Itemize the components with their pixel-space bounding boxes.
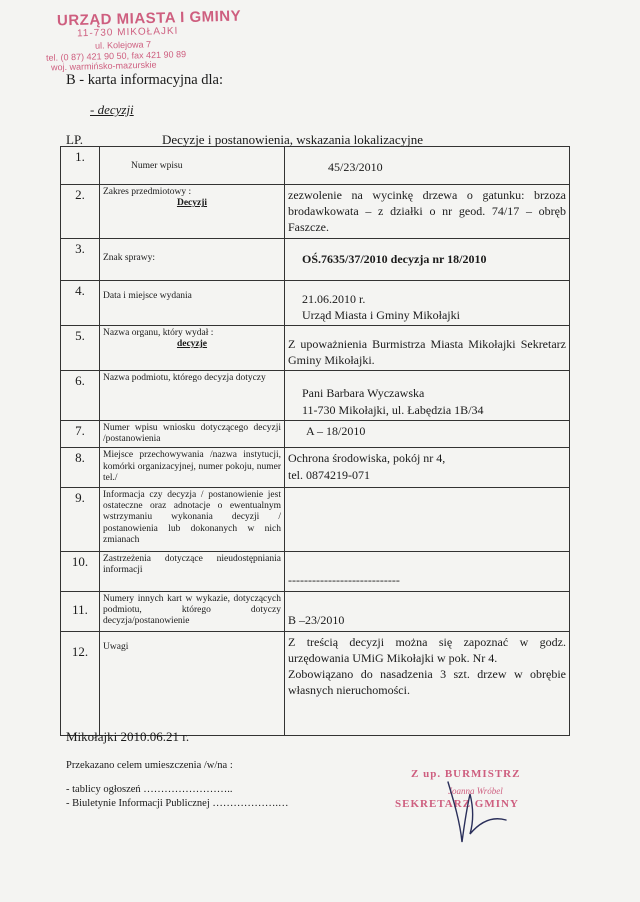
row-value-text: Ochrona środowiska, pokój nr 4, <box>288 451 446 466</box>
row-value <box>285 325 570 370</box>
handwritten-signature <box>440 772 520 852</box>
row-value <box>285 420 570 448</box>
table-row <box>61 448 570 487</box>
row-value <box>285 280 570 325</box>
row-value-text: B –23/2010 <box>288 612 345 627</box>
row-number: 5. <box>61 325 100 370</box>
document-subtitle: - decyzji <box>90 102 134 117</box>
table-row <box>61 487 570 551</box>
office-stamp-region: woj. warmińsko-mazurskie <box>50 59 157 73</box>
row-value <box>285 551 570 591</box>
office-stamp-postcode: 11-730 MIKOŁAJKI <box>76 25 179 40</box>
row-number: 3. <box>61 238 100 280</box>
forward-item-noticeboard: - tablicy ogłoszeń …………………….. <box>66 784 233 795</box>
row-value-text: ---------------------------- <box>288 572 400 587</box>
signature-stamp-title: SEKRETARZ GMINY <box>395 798 519 810</box>
row-value-line2: 11-730 Mikołajki, ul. Łabędzia 1B/34 <box>302 402 484 417</box>
row-label: Miejsce przechowywania /nazwa instytucji, komórki organizacyjnej, numer pokoju, numer tel./ <box>100 448 285 487</box>
row-number: 2. <box>61 185 100 239</box>
row-number-text: 11. <box>72 601 88 617</box>
table-row <box>61 280 570 325</box>
document-title: B - karta informacyjna dla: <box>66 72 224 88</box>
table-row <box>61 371 570 420</box>
row-value-text: Z treścią decyzji można się zapoznać w godz. urzędowania UMiG Mikołajki w pok. Nr 4. <box>288 634 566 665</box>
forwarded-heading: Przekazano celem umieszczenia /w/na : <box>66 760 233 771</box>
row-value <box>285 147 570 185</box>
row-value-line2: tel. 0874219-071 <box>288 467 370 482</box>
table-row <box>61 631 570 735</box>
row-label: Informacja czy decyzja / postanowienie jest ostateczne oraz adnotacje o ewentualnym wstrzymaniu wykonania decyzji / postanowienia lub dokonanych w nich zmianach <box>100 487 285 551</box>
table-heading: Decyzje i postanowienia, wskazania lokalizacyjne <box>162 132 423 147</box>
row-number <box>61 631 100 735</box>
row-value-line2: Urząd Miasta i Gminy Mikołajki <box>302 307 460 322</box>
table-row <box>61 147 570 185</box>
row-value <box>285 631 570 735</box>
table-row <box>61 551 570 591</box>
row-value <box>285 487 570 551</box>
signature-stamp-authority: Z up. BURMISTRZ <box>411 768 521 780</box>
row-label-sub: decyzje <box>176 339 208 350</box>
row-number: 4. <box>61 280 100 325</box>
row-value <box>285 371 570 420</box>
row-value-text: Pani Barbara Wyczawska <box>302 386 425 401</box>
row-number: 8. <box>61 448 100 487</box>
row-label <box>100 185 285 239</box>
row-value <box>285 448 570 487</box>
office-stamp-phone: tel. (0 87) 421 90 50, fax 421 90 89 <box>45 49 187 63</box>
row-number: 1. <box>61 147 100 185</box>
row-number <box>61 591 100 631</box>
row-number: 6. <box>61 371 100 420</box>
information-card-table <box>60 146 570 736</box>
table-row <box>61 420 570 448</box>
row-value <box>285 238 570 280</box>
row-value-text: Z upoważnienia Burmistrza Miasta Mikołajki Sekretarz Gminy Mikołajki. <box>288 336 566 368</box>
row-label-text: Uwagi <box>103 641 129 652</box>
row-label-text: Znak sprawy: <box>103 252 155 263</box>
lp-heading: LP. <box>66 132 83 147</box>
office-stamp-name: URZĄD MIASTA I GMINY <box>56 7 242 30</box>
row-value-text: OŚ.7635/37/2010 decyzja nr 18/2010 <box>302 251 487 266</box>
row-value-text: 45/23/2010 <box>328 160 383 174</box>
row-value-text: A – 18/2010 <box>306 423 366 438</box>
row-label <box>100 238 285 280</box>
row-number: 9. <box>61 487 100 551</box>
row-label-text: Numer wpisu <box>131 161 183 171</box>
table-row <box>61 325 570 370</box>
row-label-text: Nazwa organu, który wydał : <box>103 327 214 338</box>
row-value <box>285 591 570 631</box>
row-label: Numer wpisu wniosku dotyczącego decyzji /postanowienia <box>100 420 285 448</box>
office-stamp-street: ul. Kolejowa 7 <box>94 39 152 51</box>
signature-stamp-name: Joanna Wróbel <box>448 786 503 796</box>
row-number: 10. <box>61 551 100 591</box>
row-number-text: 12. <box>71 643 89 659</box>
row-label <box>100 280 285 325</box>
row-label: Zastrzeżenia dotyczące nieudostępniania informacji <box>100 551 285 591</box>
row-label <box>100 325 285 370</box>
row-label-text: Zakres przedmiotowy : <box>103 187 192 197</box>
row-label: Numery innych kart w wykazie, dotyczących podmiotu, którego dotyczy decyzja/postanowienie <box>100 591 285 631</box>
table-row <box>61 591 570 631</box>
row-value-line2: Zobowiązano do nasadzenia 3 szt. drzew w obrębie własnych nieruchomości. <box>288 667 566 698</box>
forward-item-bip: - Biuletynie Informacji Publicznej ……………….… <box>66 798 289 809</box>
row-label <box>100 147 285 185</box>
row-label-sub: Decyzji <box>176 198 208 209</box>
row-value-text: 21.06.2010 r. <box>302 291 366 306</box>
row-number: 7. <box>61 420 100 448</box>
place-and-date: Mikołajki 2010.06.21 r. <box>66 729 190 744</box>
table-row <box>61 238 570 280</box>
row-label-text: Data i miejsce wydania <box>103 290 192 301</box>
table-row <box>61 185 570 239</box>
row-label <box>100 631 285 735</box>
row-label: Nazwa podmiotu, którego decyzja dotyczy <box>100 371 285 420</box>
row-value: zezwolenie na wycinkę drzewa o gatunku: brzoza brodawkowata – z działki o nr geod. 74/17 – obręb Faszcze. <box>285 185 570 239</box>
